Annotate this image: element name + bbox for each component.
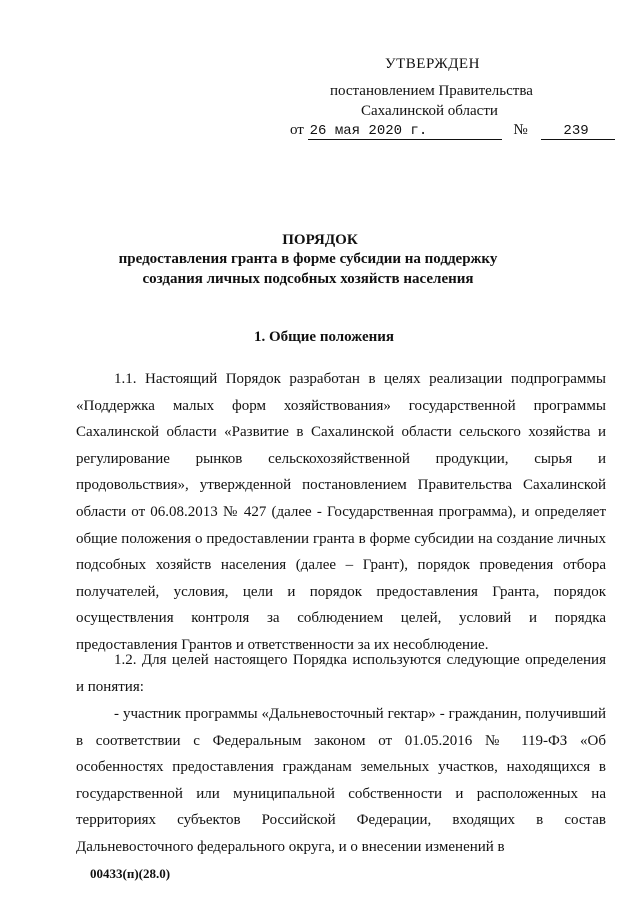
document-subtitle-line-1: предоставления гранта в форме субсидии на поддержку	[118, 251, 498, 267]
document-title: ПОРЯДОК	[282, 232, 358, 248]
decree-line-2: Сахалинской области	[361, 103, 498, 119]
decree-date-field	[308, 122, 502, 140]
paragraph-1-2-item: - участник программы «Дальневосточный гектар» - гражданин, получивший в соответствии с Федеральным законом от 01.05.2016 № 119-ФЗ «Об особенностях предоставления гражданам земельных участков, находящихся в государственной или муниципальной собственности и расположенных на территориях субъектов Российской Федерации, входящих в состав Дальневосточного федерального округа, и о внесении изменений в	[76, 706, 606, 855]
date-prefix: от	[290, 122, 304, 138]
decree-line-1: постановлением Правительства	[330, 83, 533, 99]
number-label: №	[513, 122, 528, 138]
footer-code: 00433(п)(28.0)	[90, 866, 171, 881]
decree-date-line	[290, 122, 615, 140]
paragraph-1-1: 1.1. Настоящий Порядок разработан в целях реализации подпрограммы «Поддержка малых форм хозяйствования» государственной программы Сахалинской области «Развитие в Сахалинской области сельского хозяйства и регулирование рынков сельскохозяйственной продукции, сырья и продовольствия», утвержденной постановлением Правительства Сахалинской области от 06.08.2013 № 427 (далее - Государственная программа), и определяет общие положения о предоставлении гранта в форме субсидии на создание личных подсобных хозяйств населения (далее – Грант), порядок проведения отбора получателей, условия, цели и порядок предоставления Гранта, порядок осуществления контроля за соблюдением целей, условий и порядка предоставления Грантов и ответственности за их несоблюдение.	[76, 371, 606, 653]
decree-number-field	[541, 122, 615, 140]
decree-number: 239	[563, 123, 589, 139]
section-heading: 1. Общие положения	[253, 329, 395, 345]
paragraph-1-2: 1.2. Для целей настоящего Порядка используются следующие определения и понятия:	[76, 652, 606, 695]
decree-date: 26 мая 2020 г.	[309, 123, 428, 139]
approved-stamp: УТВЕРЖДЕН	[385, 56, 480, 72]
document-subtitle-line-2: создания личных подсобных хозяйств населения	[142, 271, 474, 287]
